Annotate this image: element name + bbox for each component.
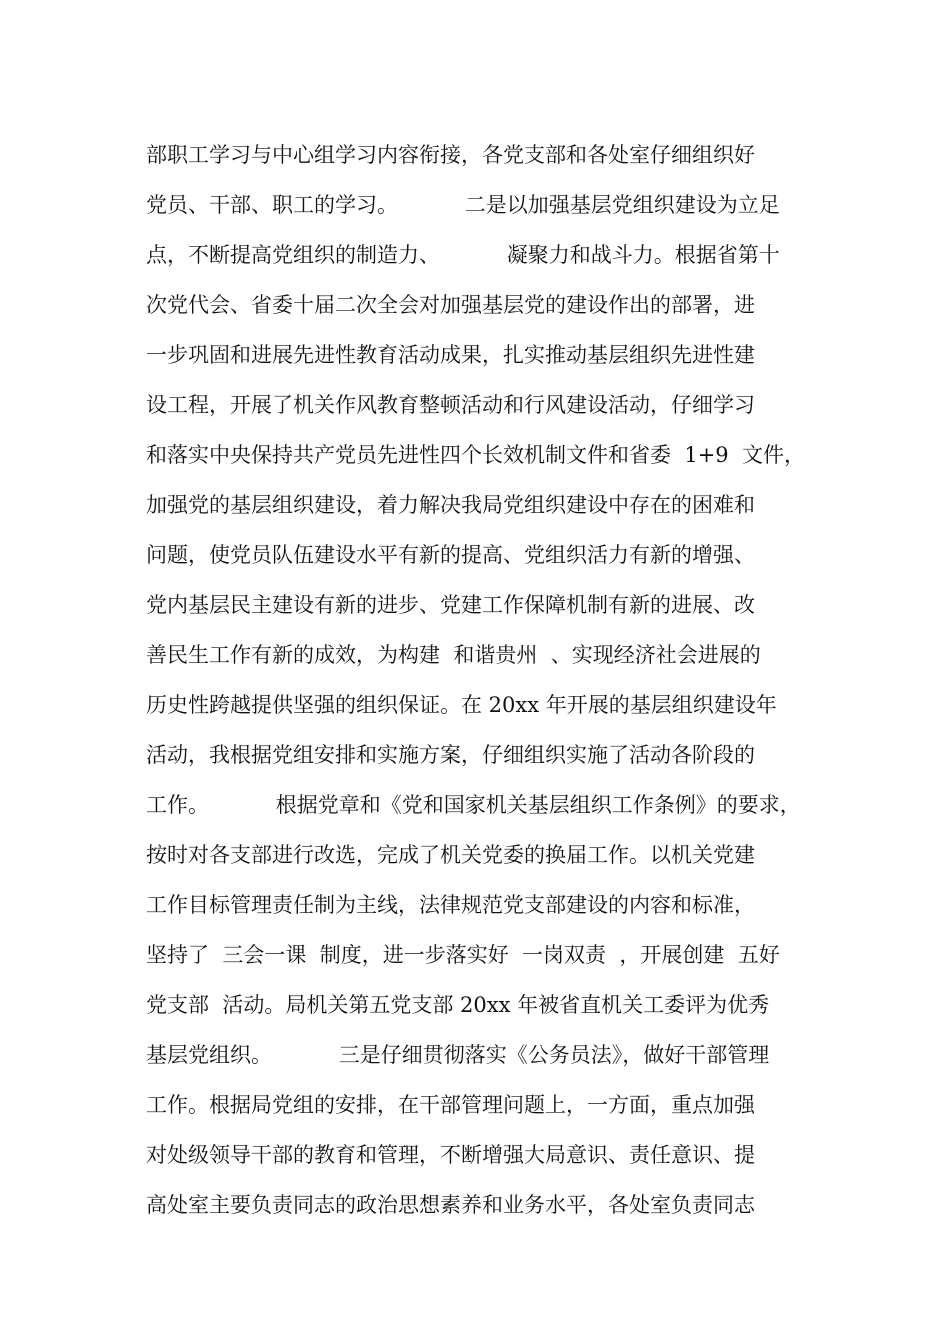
text-line: 党内基层民主建设有新的进步、党建工作保障机制有新的进展、改 [146,593,755,617]
text-line: 和落实中央保持共产党员先进性四个长效机制文件和省委 1+9 文件， [146,443,806,467]
text-line: 对处级领导干部的教育和管理，不断增强大局意识、责任意识、提 [146,1143,755,1167]
body-text [146,130,816,1230]
text-line: 次党代会、省委十届二次全会对加强基层党的建设作出的部署，进 [146,293,755,317]
text-line: 工作目标管理责任制为主线，法律规范党支部建设的内容和标准， [146,893,755,917]
text-line: 部职工学习与中心组学习内容衔接，各党支部和各处室仔细组织好 [146,143,755,167]
text-line: 活动，我根据党组安排和实施方案，仔细组织实施了活动各阶段的 [146,743,755,767]
text-line: 按时对各支部进行改选，完成了机关党委的换届工作。以机关党建 [146,843,755,867]
text-line: 一步巩固和进展先进性教育活动成果，扎实推动基层组织先进性建 [146,343,755,367]
text-line: 点，不断提高党组织的制造力、 凝聚力和战斗力。根据省第十 [146,243,780,267]
text-line: 基层党组织。 三是仔细贯彻落实《公务员法》，做好干部管理 [146,1043,770,1067]
text-line: 工作。 根据党章和《党和国家机关基层组织工作条例》的要求， [146,793,801,817]
text-line: 加强党的基层组织建设，着力解决我局党组织建设中存在的困难和 [146,493,755,517]
text-line: 坚持了 三会一课 制度，进一步落实好 一岗双责 ，开展创建 五好 [146,943,780,967]
text-line: 工作。根据局党组的安排，在干部管理问题上，一方面，重点加强 [146,1093,755,1117]
text-line: 设工程，开展了机关作风教育整顿活动和行风建设活动，仔细学习 [146,393,755,417]
text-line: 高处室主要负责同志的政治思想素养和业务水平，各处室负责同志 [146,1193,755,1217]
text-line: 历史性跨越提供坚强的组织保证。在 20xx 年开展的基层组织建设年 [146,693,777,717]
text-line: 党支部 活动。局机关第五党支部 20xx 年被省直机关工委评为优秀 [146,993,770,1017]
text-line: 党员、干部、职工的学习。 二是以加强基层党组织建设为立足 [146,193,780,217]
text-line: 问题，使党员队伍建设水平有新的提高、党组织活力有新的增强、 [146,543,755,567]
text-line: 善民生工作有新的成效，为构建 和谐贵州 、实现经济社会进展的 [146,643,761,667]
